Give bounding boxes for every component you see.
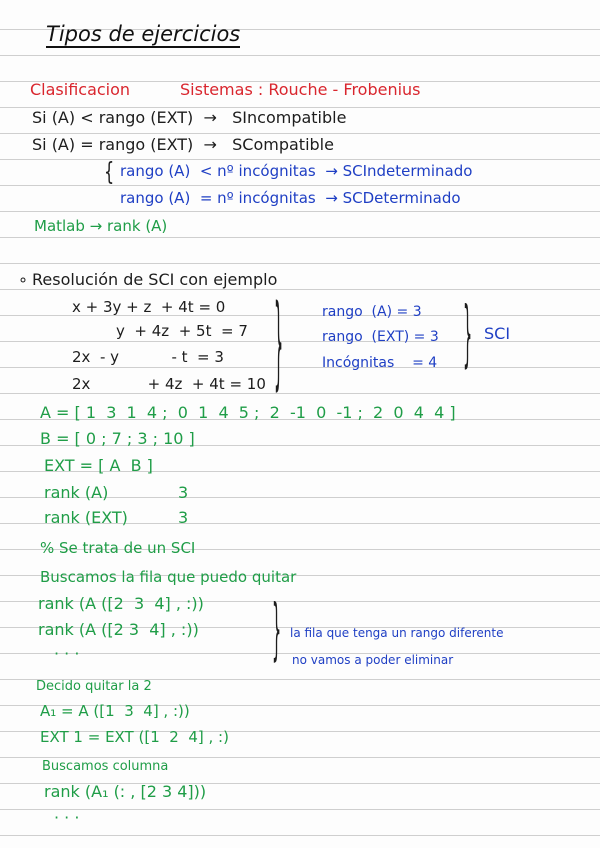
note-line-2: no vamos a poder eliminar [292, 653, 454, 667]
rango-a: rango (A) = 3 [322, 304, 422, 320]
rango-ext: rango (EXT) = 3 [322, 329, 439, 345]
buscamos-columna: Buscamos columna [42, 759, 169, 774]
ext1-def: EXT 1 = EXT ([1 2 4] , :) [40, 728, 229, 746]
incompatible-rule: Si (A) < rango (EXT) → SIncompatible [32, 108, 347, 127]
indeterminado-rule: rango (A) < nº incógnitas → SCIndeterminado [120, 162, 473, 180]
buscamos-fila: Buscamos la fila que puedo quitar [40, 568, 297, 586]
rank-a-value: 3 [178, 483, 189, 502]
a1-def: A₁ = A ([1 3 4] , :)) [40, 702, 190, 720]
rank-row-test-1: rank (A ([2 3 4] , :)) [38, 594, 204, 613]
sistemas-heading: Sistemas : Rouche - Frobenius [180, 80, 421, 99]
note-brace: } [272, 590, 282, 669]
determinado-rule: rango (A) = nº incógnitas → SCDeterminado [120, 189, 461, 207]
equation-2: y + 4z + 5t = 7 [116, 322, 248, 340]
note-line-1: la fila que tenga un rango diferente [290, 626, 504, 640]
incognitas: Incógnitas = 4 [322, 355, 438, 371]
decido-quitar: Decido quitar la 2 [36, 679, 152, 694]
equation-4: 2x + 4z + 4t = 10 [72, 375, 266, 393]
ext-def: EXT = [ A B ] [44, 456, 153, 475]
sci-label: SCI [484, 324, 511, 343]
equation-3: 2x - y - t = 3 [72, 348, 224, 366]
clasificacion-heading: Clasificacion [30, 80, 131, 99]
sci-comment: % Se trata de un SCI [40, 539, 196, 557]
compatible-rule: Si (A) = rango (EXT) → SCompatible [32, 135, 334, 154]
brace-compatible: { [104, 156, 115, 187]
ellipsis-2: · · · [54, 808, 80, 827]
system-right-brace: } [274, 283, 284, 402]
matlab-rank-line: Matlab → rank (A) [34, 217, 168, 235]
ellipsis-1: · · · [54, 644, 80, 663]
vector-b-def: B = [ 0 ; 7 ; 3 ; 10 ] [40, 429, 195, 448]
resolucion-heading: Resolución de SCI con ejemplo [32, 270, 278, 289]
rank-column-test: rank (A₁ (: , [2 3 4])) [44, 782, 207, 801]
page-title: Tipos de ejercicios [46, 22, 241, 46]
bullet-icon: ∘ [18, 270, 29, 289]
matrix-a-def: A = [ 1 3 1 4 ; 0 1 4 5 ; 2 -1 0 -1 ; 2 0 4 4 ] [40, 403, 456, 422]
equation-1: x + 3y + z + 4t = 0 [72, 298, 226, 316]
rank-a-label: rank (A) [44, 483, 109, 502]
sci-brace: } [463, 292, 473, 376]
rank-ext-value: 3 [178, 508, 189, 527]
rank-row-test-2: rank (A ([2 3 4] , :)) [38, 620, 199, 639]
rank-ext-label: rank (EXT) [44, 508, 128, 527]
